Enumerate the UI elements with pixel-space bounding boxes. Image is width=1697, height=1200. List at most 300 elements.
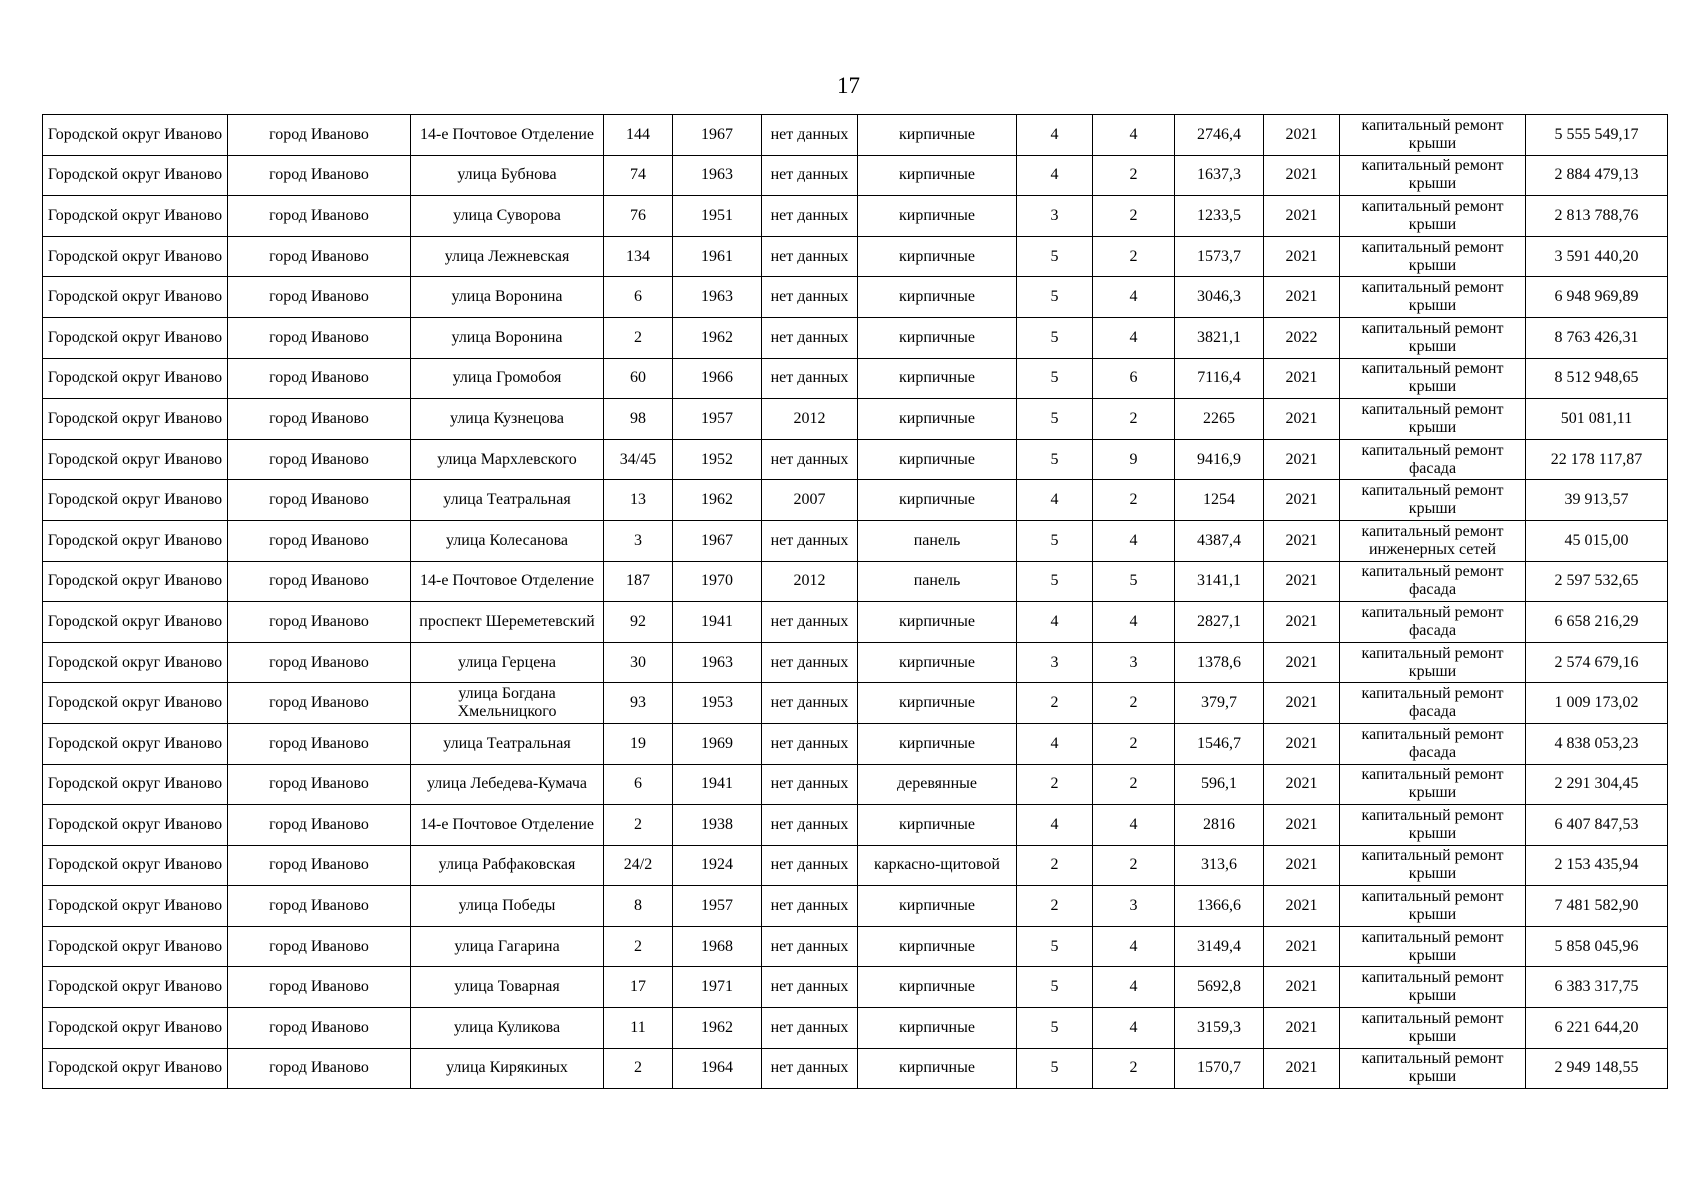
- last-repair-year-cell: нет данных: [762, 845, 858, 886]
- street-cell: 14-е Почтовое Отделение: [411, 805, 604, 846]
- settlement-cell: город Иваново: [228, 1008, 411, 1049]
- wall-material-cell: кирпичные: [858, 480, 1017, 521]
- last-repair-year-cell: нет данных: [762, 602, 858, 643]
- table-row: [43, 358, 1668, 399]
- build-year-cell: 1962: [673, 1008, 762, 1049]
- wall-material-cell: кирпичные: [858, 155, 1017, 196]
- house-number-cell: 6: [604, 277, 673, 318]
- plan-year-cell: 2021: [1264, 886, 1340, 927]
- table-row: [43, 805, 1668, 846]
- municipality-cell: Городской округ Иваново: [43, 845, 228, 886]
- floors-cell: 5: [1017, 277, 1093, 318]
- house-number-cell: 144: [604, 115, 673, 156]
- build-year-cell: 1967: [673, 520, 762, 561]
- wall-material-cell: кирпичные: [858, 886, 1017, 927]
- wall-material-cell: кирпичные: [858, 277, 1017, 318]
- house-number-cell: 17: [604, 967, 673, 1008]
- house-number-cell: 92: [604, 602, 673, 643]
- work-type-cell: капитальный ремонт крыши: [1340, 805, 1526, 846]
- area-cell: 7116,4: [1175, 358, 1264, 399]
- wall-material-cell: каркасно-щитовой: [858, 845, 1017, 886]
- build-year-cell: 1963: [673, 155, 762, 196]
- plan-year-cell: 2021: [1264, 805, 1340, 846]
- street-cell: улица Победы: [411, 886, 604, 927]
- street-cell: улица Лежневская: [411, 236, 604, 277]
- plan-year-cell: 2021: [1264, 683, 1340, 724]
- cost-cell: 6 407 847,53: [1526, 805, 1668, 846]
- municipality-cell: Городской округ Иваново: [43, 886, 228, 927]
- work-type-cell: капитальный ремонт фасада: [1340, 723, 1526, 764]
- municipality-cell: Городской округ Иваново: [43, 520, 228, 561]
- wall-material-cell: кирпичные: [858, 602, 1017, 643]
- area-cell: 1366,6: [1175, 886, 1264, 927]
- settlement-cell: город Иваново: [228, 723, 411, 764]
- entrances-cell: 2: [1093, 480, 1175, 521]
- floors-cell: 5: [1017, 1048, 1093, 1089]
- last-repair-year-cell: нет данных: [762, 642, 858, 683]
- table-row: [43, 926, 1668, 967]
- build-year-cell: 1968: [673, 926, 762, 967]
- entrances-cell: 2: [1093, 845, 1175, 886]
- floors-cell: 3: [1017, 642, 1093, 683]
- house-number-cell: 11: [604, 1008, 673, 1049]
- floors-cell: 4: [1017, 602, 1093, 643]
- work-type-cell: капитальный ремонт крыши: [1340, 1048, 1526, 1089]
- street-cell: улица Кузнецова: [411, 399, 604, 440]
- last-repair-year-cell: 2012: [762, 399, 858, 440]
- build-year-cell: 1963: [673, 277, 762, 318]
- house-number-cell: 13: [604, 480, 673, 521]
- wall-material-cell: кирпичные: [858, 358, 1017, 399]
- municipality-cell: Городской округ Иваново: [43, 358, 228, 399]
- house-number-cell: 19: [604, 723, 673, 764]
- floors-cell: 4: [1017, 805, 1093, 846]
- municipality-cell: Городской округ Иваново: [43, 967, 228, 1008]
- work-type-cell: капитальный ремонт крыши: [1340, 236, 1526, 277]
- last-repair-year-cell: нет данных: [762, 520, 858, 561]
- table-row: [43, 683, 1668, 724]
- area-cell: 9416,9: [1175, 439, 1264, 480]
- wall-material-cell: кирпичные: [858, 1048, 1017, 1089]
- work-type-cell: капитальный ремонт фасада: [1340, 683, 1526, 724]
- area-cell: 1546,7: [1175, 723, 1264, 764]
- settlement-cell: город Иваново: [228, 236, 411, 277]
- entrances-cell: 4: [1093, 277, 1175, 318]
- street-cell: 14-е Почтовое Отделение: [411, 115, 604, 156]
- plan-year-cell: 2022: [1264, 317, 1340, 358]
- entrances-cell: 4: [1093, 805, 1175, 846]
- cost-cell: 2 597 532,65: [1526, 561, 1668, 602]
- floors-cell: 2: [1017, 764, 1093, 805]
- cost-cell: 22 178 117,87: [1526, 439, 1668, 480]
- wall-material-cell: кирпичные: [858, 115, 1017, 156]
- street-cell: улица Рабфаковская: [411, 845, 604, 886]
- house-number-cell: 8: [604, 886, 673, 927]
- table-row: [43, 155, 1668, 196]
- street-cell: улица Куликова: [411, 1008, 604, 1049]
- house-number-cell: 76: [604, 196, 673, 237]
- build-year-cell: 1952: [673, 439, 762, 480]
- settlement-cell: город Иваново: [228, 764, 411, 805]
- table-row: [43, 602, 1668, 643]
- municipality-cell: Городской округ Иваново: [43, 723, 228, 764]
- cost-cell: 6 948 969,89: [1526, 277, 1668, 318]
- plan-year-cell: 2021: [1264, 439, 1340, 480]
- house-number-cell: 24/2: [604, 845, 673, 886]
- settlement-cell: город Иваново: [228, 399, 411, 440]
- work-type-cell: капитальный ремонт крыши: [1340, 196, 1526, 237]
- wall-material-cell: кирпичные: [858, 805, 1017, 846]
- settlement-cell: город Иваново: [228, 1048, 411, 1089]
- floors-cell: 2: [1017, 683, 1093, 724]
- settlement-cell: город Иваново: [228, 886, 411, 927]
- floors-cell: 5: [1017, 967, 1093, 1008]
- last-repair-year-cell: нет данных: [762, 115, 858, 156]
- entrances-cell: 2: [1093, 683, 1175, 724]
- cost-cell: 6 658 216,29: [1526, 602, 1668, 643]
- area-cell: 2265: [1175, 399, 1264, 440]
- house-number-cell: 30: [604, 642, 673, 683]
- area-cell: 313,6: [1175, 845, 1264, 886]
- last-repair-year-cell: нет данных: [762, 196, 858, 237]
- wall-material-cell: кирпичные: [858, 1008, 1017, 1049]
- work-type-cell: капитальный ремонт фасада: [1340, 439, 1526, 480]
- table-row: [43, 561, 1668, 602]
- table-row: [43, 480, 1668, 521]
- work-type-cell: капитальный ремонт крыши: [1340, 277, 1526, 318]
- work-type-cell: капитальный ремонт крыши: [1340, 155, 1526, 196]
- table-row: [43, 520, 1668, 561]
- settlement-cell: город Иваново: [228, 196, 411, 237]
- wall-material-cell: кирпичные: [858, 967, 1017, 1008]
- work-type-cell: капитальный ремонт крыши: [1340, 399, 1526, 440]
- entrances-cell: 4: [1093, 1008, 1175, 1049]
- house-number-cell: 60: [604, 358, 673, 399]
- house-number-cell: 2: [604, 805, 673, 846]
- area-cell: 1378,6: [1175, 642, 1264, 683]
- plan-year-cell: 2021: [1264, 1048, 1340, 1089]
- entrances-cell: 9: [1093, 439, 1175, 480]
- floors-cell: 5: [1017, 399, 1093, 440]
- wall-material-cell: кирпичные: [858, 399, 1017, 440]
- build-year-cell: 1961: [673, 236, 762, 277]
- street-cell: проспект Шереметевский: [411, 602, 604, 643]
- build-year-cell: 1962: [673, 317, 762, 358]
- area-cell: 1637,3: [1175, 155, 1264, 196]
- house-number-cell: 2: [604, 317, 673, 358]
- work-type-cell: капитальный ремонт крыши: [1340, 642, 1526, 683]
- house-number-cell: 2: [604, 1048, 673, 1089]
- last-repair-year-cell: нет данных: [762, 683, 858, 724]
- page-number: 17: [837, 73, 860, 98]
- cost-cell: 2 574 679,16: [1526, 642, 1668, 683]
- area-cell: 3046,3: [1175, 277, 1264, 318]
- area-cell: 596,1: [1175, 764, 1264, 805]
- plan-year-cell: 2021: [1264, 642, 1340, 683]
- build-year-cell: 1941: [673, 602, 762, 643]
- municipality-cell: Городской округ Иваново: [43, 236, 228, 277]
- municipality-cell: Городской округ Иваново: [43, 317, 228, 358]
- settlement-cell: город Иваново: [228, 642, 411, 683]
- entrances-cell: 4: [1093, 520, 1175, 561]
- entrances-cell: 5: [1093, 561, 1175, 602]
- settlement-cell: город Иваново: [228, 561, 411, 602]
- floors-cell: 3: [1017, 196, 1093, 237]
- build-year-cell: 1970: [673, 561, 762, 602]
- area-cell: 1570,7: [1175, 1048, 1264, 1089]
- floors-cell: 5: [1017, 1008, 1093, 1049]
- last-repair-year-cell: нет данных: [762, 439, 858, 480]
- street-cell: улица Громобоя: [411, 358, 604, 399]
- work-type-cell: капитальный ремонт крыши: [1340, 926, 1526, 967]
- entrances-cell: 4: [1093, 926, 1175, 967]
- municipality-cell: Городской округ Иваново: [43, 439, 228, 480]
- plan-year-cell: 2021: [1264, 520, 1340, 561]
- settlement-cell: город Иваново: [228, 845, 411, 886]
- house-number-cell: 74: [604, 155, 673, 196]
- plan-year-cell: 2021: [1264, 236, 1340, 277]
- municipality-cell: Городской округ Иваново: [43, 155, 228, 196]
- last-repair-year-cell: нет данных: [762, 967, 858, 1008]
- build-year-cell: 1962: [673, 480, 762, 521]
- plan-year-cell: 2021: [1264, 602, 1340, 643]
- street-cell: улица Театральная: [411, 480, 604, 521]
- plan-year-cell: 2021: [1264, 967, 1340, 1008]
- cost-cell: 8 763 426,31: [1526, 317, 1668, 358]
- area-cell: 4387,4: [1175, 520, 1264, 561]
- table-row: [43, 764, 1668, 805]
- last-repair-year-cell: нет данных: [762, 764, 858, 805]
- plan-year-cell: 2021: [1264, 561, 1340, 602]
- work-type-cell: капитальный ремонт крыши: [1340, 358, 1526, 399]
- table-row: [43, 277, 1668, 318]
- build-year-cell: 1969: [673, 723, 762, 764]
- last-repair-year-cell: нет данных: [762, 1048, 858, 1089]
- floors-cell: 5: [1017, 358, 1093, 399]
- floors-cell: 4: [1017, 115, 1093, 156]
- plan-year-cell: 2021: [1264, 399, 1340, 440]
- entrances-cell: 3: [1093, 886, 1175, 927]
- last-repair-year-cell: нет данных: [762, 1008, 858, 1049]
- area-cell: 3821,1: [1175, 317, 1264, 358]
- municipality-cell: Городской округ Иваново: [43, 805, 228, 846]
- work-type-cell: капитальный ремонт крыши: [1340, 115, 1526, 156]
- area-cell: 1254: [1175, 480, 1264, 521]
- municipality-cell: Городской округ Иваново: [43, 602, 228, 643]
- cost-cell: 6 221 644,20: [1526, 1008, 1668, 1049]
- work-type-cell: капитальный ремонт крыши: [1340, 845, 1526, 886]
- settlement-cell: город Иваново: [228, 926, 411, 967]
- table-row: [43, 886, 1668, 927]
- build-year-cell: 1951: [673, 196, 762, 237]
- floors-cell: 4: [1017, 723, 1093, 764]
- floors-cell: 2: [1017, 886, 1093, 927]
- build-year-cell: 1967: [673, 115, 762, 156]
- work-type-cell: капитальный ремонт крыши: [1340, 886, 1526, 927]
- cost-cell: 7 481 582,90: [1526, 886, 1668, 927]
- build-year-cell: 1966: [673, 358, 762, 399]
- plan-year-cell: 2021: [1264, 115, 1340, 156]
- cost-cell: 1 009 173,02: [1526, 683, 1668, 724]
- plan-year-cell: 2021: [1264, 764, 1340, 805]
- area-cell: 2746,4: [1175, 115, 1264, 156]
- table-row: [43, 1008, 1668, 1049]
- table-row: [43, 1048, 1668, 1089]
- cost-cell: 8 512 948,65: [1526, 358, 1668, 399]
- entrances-cell: 2: [1093, 196, 1175, 237]
- house-number-cell: 3: [604, 520, 673, 561]
- last-repair-year-cell: нет данных: [762, 317, 858, 358]
- floors-cell: 5: [1017, 317, 1093, 358]
- settlement-cell: город Иваново: [228, 520, 411, 561]
- build-year-cell: 1963: [673, 642, 762, 683]
- wall-material-cell: кирпичные: [858, 236, 1017, 277]
- municipality-cell: Городской округ Иваново: [43, 1048, 228, 1089]
- settlement-cell: город Иваново: [228, 967, 411, 1008]
- street-cell: улица Лебедева-Кумача: [411, 764, 604, 805]
- settlement-cell: город Иваново: [228, 439, 411, 480]
- entrances-cell: 4: [1093, 115, 1175, 156]
- area-cell: 1573,7: [1175, 236, 1264, 277]
- street-cell: улица Воронина: [411, 277, 604, 318]
- settlement-cell: город Иваново: [228, 358, 411, 399]
- build-year-cell: 1957: [673, 399, 762, 440]
- entrances-cell: 6: [1093, 358, 1175, 399]
- plan-year-cell: 2021: [1264, 1008, 1340, 1049]
- street-cell: улица Кирякиных: [411, 1048, 604, 1089]
- floors-cell: 4: [1017, 480, 1093, 521]
- floors-cell: 5: [1017, 236, 1093, 277]
- table-row: [43, 845, 1668, 886]
- entrances-cell: 2: [1093, 399, 1175, 440]
- floors-cell: 5: [1017, 926, 1093, 967]
- table-row: [43, 642, 1668, 683]
- municipality-cell: Городской округ Иваново: [43, 683, 228, 724]
- cost-cell: 6 383 317,75: [1526, 967, 1668, 1008]
- cost-cell: 5 858 045,96: [1526, 926, 1668, 967]
- settlement-cell: город Иваново: [228, 480, 411, 521]
- street-cell: улица Суворова: [411, 196, 604, 237]
- wall-material-cell: кирпичные: [858, 439, 1017, 480]
- entrances-cell: 2: [1093, 155, 1175, 196]
- table-row: [43, 115, 1668, 156]
- municipality-cell: Городской округ Иваново: [43, 399, 228, 440]
- wall-material-cell: деревянные: [858, 764, 1017, 805]
- last-repair-year-cell: нет данных: [762, 723, 858, 764]
- municipality-cell: Городской округ Иваново: [43, 926, 228, 967]
- build-year-cell: 1941: [673, 764, 762, 805]
- wall-material-cell: кирпичные: [858, 317, 1017, 358]
- last-repair-year-cell: нет данных: [762, 805, 858, 846]
- area-cell: 3159,3: [1175, 1008, 1264, 1049]
- street-cell: улица Богдана Хмельницкого: [411, 683, 604, 724]
- cost-cell: 2 884 479,13: [1526, 155, 1668, 196]
- plan-year-cell: 2021: [1264, 480, 1340, 521]
- work-type-cell: капитальный ремонт крыши: [1340, 317, 1526, 358]
- table-body: [43, 115, 1668, 1089]
- cost-cell: 39 913,57: [1526, 480, 1668, 521]
- table-row: [43, 399, 1668, 440]
- last-repair-year-cell: 2012: [762, 561, 858, 602]
- house-number-cell: 98: [604, 399, 673, 440]
- work-type-cell: капитальный ремонт крыши: [1340, 967, 1526, 1008]
- area-cell: 3149,4: [1175, 926, 1264, 967]
- municipality-cell: Городской округ Иваново: [43, 115, 228, 156]
- wall-material-cell: панель: [858, 561, 1017, 602]
- municipality-cell: Городской округ Иваново: [43, 764, 228, 805]
- last-repair-year-cell: нет данных: [762, 358, 858, 399]
- build-year-cell: 1953: [673, 683, 762, 724]
- cost-cell: 3 591 440,20: [1526, 236, 1668, 277]
- house-number-cell: 34/45: [604, 439, 673, 480]
- plan-year-cell: 2021: [1264, 277, 1340, 318]
- work-type-cell: капитальный ремонт крыши: [1340, 1008, 1526, 1049]
- table-row: [43, 967, 1668, 1008]
- housing-repair-table: [42, 114, 1668, 1089]
- table-row: [43, 439, 1668, 480]
- plan-year-cell: 2021: [1264, 155, 1340, 196]
- settlement-cell: город Иваново: [228, 602, 411, 643]
- area-cell: 3141,1: [1175, 561, 1264, 602]
- floors-cell: 5: [1017, 520, 1093, 561]
- plan-year-cell: 2021: [1264, 196, 1340, 237]
- municipality-cell: Городской округ Иваново: [43, 1008, 228, 1049]
- house-number-cell: 93: [604, 683, 673, 724]
- build-year-cell: 1957: [673, 886, 762, 927]
- build-year-cell: 1971: [673, 967, 762, 1008]
- plan-year-cell: 2021: [1264, 845, 1340, 886]
- area-cell: 1233,5: [1175, 196, 1264, 237]
- last-repair-year-cell: нет данных: [762, 155, 858, 196]
- last-repair-year-cell: нет данных: [762, 277, 858, 318]
- house-number-cell: 134: [604, 236, 673, 277]
- cost-cell: 2 291 304,45: [1526, 764, 1668, 805]
- street-cell: улица Колесанова: [411, 520, 604, 561]
- build-year-cell: 1938: [673, 805, 762, 846]
- last-repair-year-cell: 2007: [762, 480, 858, 521]
- floors-cell: 4: [1017, 155, 1093, 196]
- last-repair-year-cell: нет данных: [762, 886, 858, 927]
- house-number-cell: 2: [604, 926, 673, 967]
- floors-cell: 5: [1017, 439, 1093, 480]
- settlement-cell: город Иваново: [228, 683, 411, 724]
- house-number-cell: 187: [604, 561, 673, 602]
- work-type-cell: капитальный ремонт фасада: [1340, 561, 1526, 602]
- area-cell: 5692,8: [1175, 967, 1264, 1008]
- area-cell: 379,7: [1175, 683, 1264, 724]
- table-row: [43, 317, 1668, 358]
- street-cell: улица Мархлевского: [411, 439, 604, 480]
- street-cell: улица Воронина: [411, 317, 604, 358]
- street-cell: улица Гагарина: [411, 926, 604, 967]
- street-cell: улица Товарная: [411, 967, 604, 1008]
- cost-cell: 5 555 549,17: [1526, 115, 1668, 156]
- entrances-cell: 2: [1093, 1048, 1175, 1089]
- municipality-cell: Городской округ Иваново: [43, 277, 228, 318]
- wall-material-cell: кирпичные: [858, 642, 1017, 683]
- area-cell: 2827,1: [1175, 602, 1264, 643]
- plan-year-cell: 2021: [1264, 358, 1340, 399]
- street-cell: улица Бубнова: [411, 155, 604, 196]
- settlement-cell: город Иваново: [228, 115, 411, 156]
- wall-material-cell: панель: [858, 520, 1017, 561]
- municipality-cell: Городской округ Иваново: [43, 642, 228, 683]
- cost-cell: 45 015,00: [1526, 520, 1668, 561]
- wall-material-cell: кирпичные: [858, 196, 1017, 237]
- entrances-cell: 4: [1093, 317, 1175, 358]
- entrances-cell: 4: [1093, 602, 1175, 643]
- entrances-cell: 2: [1093, 764, 1175, 805]
